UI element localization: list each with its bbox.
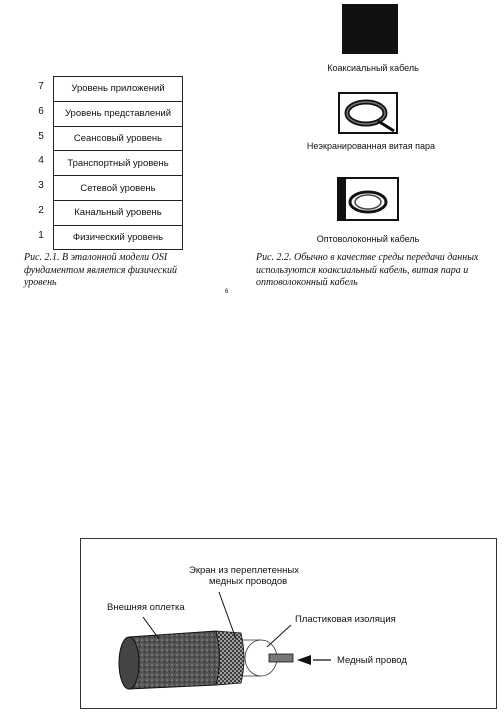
figure-caption-right: Рис. 2.2. Обычно в качестве среды передачи данных используются коаксиальный кабель, витая пара и оптоволоконный кабель bbox=[256, 252, 479, 288]
twisted-pair-label: Неэкранированная витая пара bbox=[306, 141, 436, 151]
osi-layer-label: Физический уровень bbox=[53, 225, 183, 250]
label-shield-line1: Экран из переплетенных bbox=[189, 565, 299, 576]
osi-layer-label: Сетевой уровень bbox=[53, 175, 183, 200]
osi-row bbox=[33, 126, 183, 151]
osi-layer-number: 3 bbox=[38, 180, 44, 192]
osi-layer-label: Канальный уровень bbox=[53, 200, 183, 225]
osi-layer-number: 2 bbox=[38, 204, 44, 216]
coax-structure-figure bbox=[80, 538, 497, 709]
osi-layer-number: 7 bbox=[38, 81, 44, 92]
osi-layer-label: Уровень представлений bbox=[53, 101, 183, 126]
osi-row bbox=[33, 225, 183, 250]
osi-layer-number: 5 bbox=[38, 130, 44, 142]
page-number: 6 bbox=[225, 289, 229, 295]
fiber-optic-image bbox=[336, 176, 400, 222]
osi-layer-label: Транспортный уровень bbox=[53, 150, 183, 175]
osi-layer-number: 4 bbox=[38, 155, 44, 167]
label-outer-jacket: Внешняя оплетка bbox=[107, 602, 185, 613]
osi-layer-number: 1 bbox=[38, 229, 44, 241]
figure-caption-left: Рис. 2.1. В эталонной модели OSI фундаментом является физический уровень bbox=[24, 252, 178, 288]
osi-layer-label: Уровень приложений bbox=[53, 76, 183, 101]
coaxial-cable-image bbox=[342, 4, 398, 54]
osi-row bbox=[33, 150, 183, 175]
osi-model-table bbox=[33, 76, 183, 250]
osi-row bbox=[33, 101, 183, 126]
coaxial-cable-label: Коаксиальный кабель bbox=[327, 63, 419, 73]
osi-layer-number: 6 bbox=[38, 105, 44, 117]
osi-row bbox=[33, 175, 183, 200]
twisted-pair-image bbox=[336, 91, 400, 135]
label-shield-line2: медных проводов bbox=[209, 576, 288, 587]
label-plastic-insulation: Пластиковая изоляция bbox=[295, 614, 396, 625]
label-copper-wire: Медный провод bbox=[337, 655, 407, 666]
osi-row bbox=[33, 200, 183, 225]
fiber-optic-label: Оптоволоконный кабель bbox=[316, 234, 420, 244]
osi-row bbox=[33, 76, 183, 101]
osi-layer-label: Сеансовый уровень bbox=[53, 126, 183, 151]
